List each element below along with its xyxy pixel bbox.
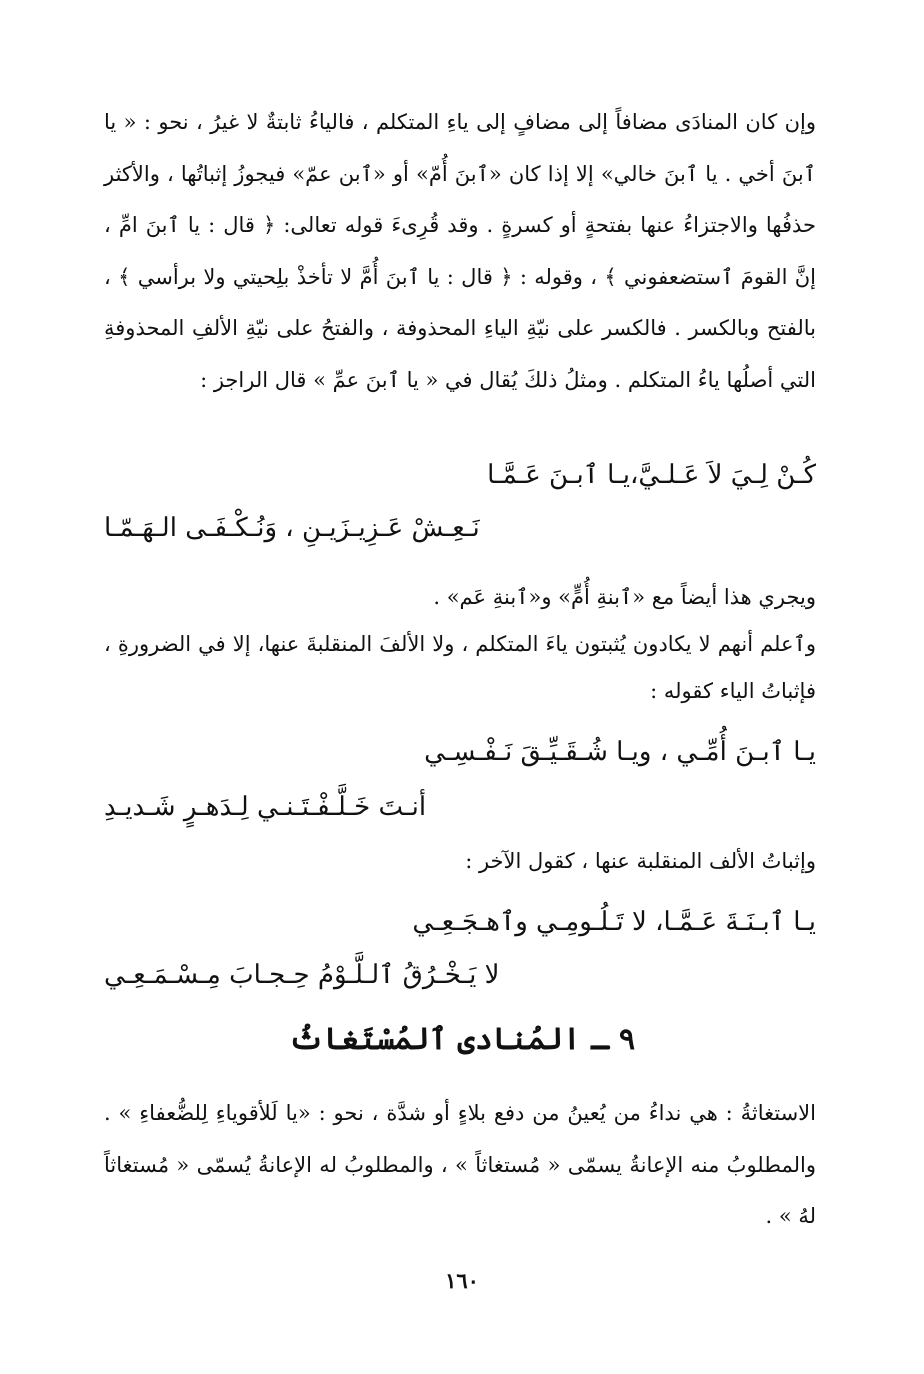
paragraph-also-applies: ويجري هذا أيضاً مع «ٱبنةِ أُمٍّ» و«ٱبنةِ عَم» . [433,585,816,609]
paragraph-vocative-to-speaker: وإن كان المنادَى مضافاً إلى مضافٍ إلى ياءِ المتكلم ، فالياءُ ثابتةٌ لا غيرُ ، نحو : « يا ٱبنَ أخي . يا ٱبنَ خالي» إلا إذا كان «ٱبنَ أُمّ» أو «ٱبن عمّ» فيجوزُ إثباتُها ، والأكثر حذفُها والاجتزاءُ عنها بفتحةٍ أو كسرةٍ . وقد قُرِىءَ قوله تعالى: ﴿ قال : يا ٱبنَ امِّ ، إنَّ القومَ ٱستضعفوني ﴾ ، وقوله : ﴿ قال : يا ٱبنَ أُمَّ لا تأخذْ بلِحيتي ولا برأسي ﴾ ، بالفتح وبالكسر . فالكسر على نيّةِ الياءِ المحذوفة ، والفتحُ على نيّةِ الألفِ المحذوفةِ التي أصلُها ياءُ المتكلم . ومثلُ ذلكَ يُقال في « يا ٱبنَ عمِّ » قال الراجز : [104,110,816,392]
paragraph-retaining-ya: وٱعلم أنهم لا يكادون يُثبتون ياءَ المتكلم ، ولا الألفَ المنقلبةَ عنها، إلا في الضرورةِ ، فإثباتُ الياء كقوله : [104,632,816,703]
verse-3-first-hemistich: يـا ٱبـنَـةَ عَـمَّـا، لا تَـلُـومِـي وٱهـجَـعِـي [412,907,816,937]
section-heading: ٩ ـ المُنادى ٱلمُسْتَغاثُ [288,1022,636,1057]
verse-2-second-hemistich: أنـتَ خَـلَّـفْـتَـنـي لِـدَهـرٍ شَـديـدِ [104,792,427,822]
verse-3-second-hemistich: لا يَـخْـرُقُ ٱلـلَّـوْمُ حِـجـابَ مِـسْـمَـعِـي [104,960,500,990]
page-number: ١٦٠ [445,1268,479,1293]
verse-2-first-hemistich: يـا ٱبـنَ أُمِّـي ، ويـا شُـقَـيِّـقَ نَـفْـسِـي [424,737,816,767]
paragraph-istighatha-definition: الاستغاثةُ : هي نداءُ من يُعينُ من دفع بلاءٍ أو شدَّة ، نحو : «يا لَلأقوياءِ لِلضُّعفاءِ » . والمطلوبُ منه الإعانةُ يسمّى « مُستغاثاً » ، والمطلوبُ له الإعانةُ يُسمّى « مُستغاثاً لهُ » . [104,1101,816,1228]
verse-1-second-hemistich: نَـعِـشْ عَـزِيـزَيـنِ ، وَنُـكْـفَـى الـهَـمّـا [104,513,480,543]
paragraph-retaining-alif: وإثباتُ الألف المنقلبة عنها ، كقول الآخر : [465,849,816,873]
verse-1-first-hemistich: كُـنْ لِـيَ لاَ عَـلـيَّ،يـا ٱبـنَ عَـمَّـا [487,460,816,490]
